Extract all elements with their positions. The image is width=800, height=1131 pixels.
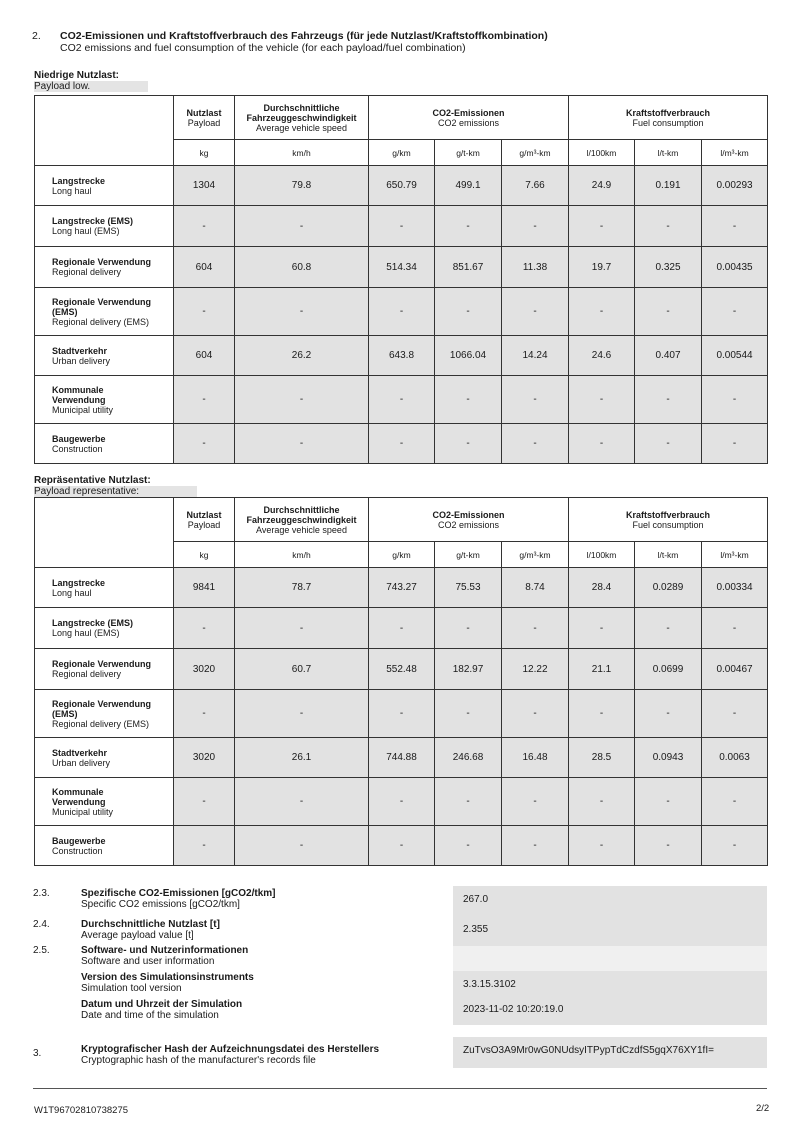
col-header-speed: Durchschnittliche Fahrzeuggeschwindigkeit Average vehicle speed bbox=[235, 498, 369, 542]
table-cell: - bbox=[502, 826, 569, 866]
page-number: 2/2 bbox=[756, 1103, 770, 1114]
table-cell: - bbox=[702, 826, 768, 866]
table-cell: - bbox=[702, 690, 768, 738]
table-cell: - bbox=[635, 424, 702, 464]
table-row bbox=[35, 247, 768, 288]
unit-cell: l/t-km bbox=[635, 140, 702, 166]
info-number: 2.4. bbox=[33, 919, 50, 930]
row-label bbox=[35, 568, 174, 608]
col-header-payload: Nutzlast Payload bbox=[174, 498, 235, 542]
col-header-payload: Nutzlast Payload bbox=[174, 96, 235, 140]
unit-cell: g/km bbox=[369, 542, 435, 568]
section-title-de: CO2-Emissionen und Kraftstoffverbrauch des Fahrzeugs (für jede Nutzlast/Kraftstoffkombination) bbox=[60, 30, 548, 42]
table-cell: - bbox=[369, 424, 435, 464]
payload-low-table bbox=[34, 95, 768, 464]
table-cell: 744.88 bbox=[369, 738, 435, 778]
tool-version-label-de: Version des Simulationsinstruments bbox=[81, 972, 254, 983]
table-cell: - bbox=[435, 288, 502, 336]
table-cell: 19.7 bbox=[569, 247, 635, 288]
table-row bbox=[35, 166, 768, 206]
row-label-de: Stadtverkehr bbox=[52, 345, 108, 356]
table-cell: 26.1 bbox=[235, 738, 369, 778]
table-row bbox=[35, 206, 768, 247]
row-label-de2: (EMS) bbox=[52, 708, 78, 719]
software-info-blank bbox=[453, 946, 767, 971]
table-cell: 0.407 bbox=[635, 336, 702, 376]
table-cell: 643.8 bbox=[369, 336, 435, 376]
col-header-co2: CO2-Emissionen CO2 emissions bbox=[369, 96, 569, 140]
info-label-en: Software and user information bbox=[81, 956, 215, 967]
table-cell: - bbox=[635, 376, 702, 424]
payload-rep-title-en: Payload representative: bbox=[34, 486, 197, 497]
row-label-en: Regional delivery bbox=[52, 669, 122, 679]
payload-low-title bbox=[34, 70, 148, 92]
table-row bbox=[35, 336, 768, 376]
table-cell: - bbox=[702, 288, 768, 336]
table-cell: - bbox=[502, 778, 569, 826]
table-cell: 0.0699 bbox=[635, 649, 702, 690]
table-cell: 21.1 bbox=[569, 649, 635, 690]
table-cell: - bbox=[635, 608, 702, 649]
specific-co2-value: 267.0 bbox=[453, 886, 767, 916]
table-cell: - bbox=[502, 376, 569, 424]
table-cell: 1066.04 bbox=[435, 336, 502, 376]
table-row bbox=[35, 778, 768, 826]
table-cell: - bbox=[435, 376, 502, 424]
unit-cell: l/m³-km bbox=[702, 542, 768, 568]
unit-cell: g/t-km bbox=[435, 140, 502, 166]
average-payload-value: 2.355 bbox=[453, 916, 767, 946]
table-cell: 3020 bbox=[174, 738, 235, 778]
table-cell: 14.24 bbox=[502, 336, 569, 376]
row-label bbox=[35, 608, 174, 649]
row-label-en: Regional delivery (EMS) bbox=[52, 718, 150, 729]
table-row bbox=[35, 568, 768, 608]
info-label-de: Kryptografischer Hash der Aufzeichnungsdatei des Herstellers bbox=[81, 1044, 380, 1055]
hash-value: ZuTvsO3A9Mr0wG0NUdsyITPypTdCzdfS5gqX76XY1fI= bbox=[453, 1037, 767, 1068]
tool-version-label-en: Simulation tool version bbox=[81, 983, 182, 994]
row-label-de: Langstrecke (EMS) bbox=[52, 618, 134, 628]
table-cell: - bbox=[435, 608, 502, 649]
row-label bbox=[35, 376, 174, 424]
row-label bbox=[35, 247, 174, 288]
table-cell: - bbox=[174, 826, 235, 866]
table-cell: 9841 bbox=[174, 568, 235, 608]
sim-date-label-de: Datum und Uhrzeit der Simulation bbox=[81, 999, 243, 1010]
table-row bbox=[35, 376, 768, 424]
info-number: 3. bbox=[33, 1048, 42, 1059]
info-label-de: Spezifische CO2-Emissionen [gCO2/tkm] bbox=[81, 888, 276, 899]
table-cell: 0.00544 bbox=[702, 336, 768, 376]
info-number: 2.5. bbox=[33, 945, 50, 956]
table-row bbox=[35, 826, 768, 866]
payload-rep-title bbox=[34, 475, 197, 497]
unit-cell: km/h bbox=[235, 542, 369, 568]
row-label-de: Kommunale bbox=[52, 786, 104, 797]
unit-cell: g/m³-km bbox=[502, 542, 569, 568]
table-cell: - bbox=[569, 206, 635, 247]
table-cell: - bbox=[369, 206, 435, 247]
col-header-fuel: Kraftstoffverbrauch Fuel consumption bbox=[569, 96, 768, 140]
row-label-en: Long haul (EMS) bbox=[52, 226, 120, 236]
table-cell: - bbox=[502, 424, 569, 464]
unit-cell: km/h bbox=[235, 140, 369, 166]
table-cell: - bbox=[502, 206, 569, 247]
col-header-co2: CO2-Emissionen CO2 emissions bbox=[369, 498, 569, 542]
table-cell: - bbox=[435, 778, 502, 826]
table-row bbox=[35, 649, 768, 690]
table-cell: - bbox=[502, 608, 569, 649]
row-label-de: Regionale Verwendung bbox=[52, 659, 152, 669]
table-cell: 11.38 bbox=[502, 247, 569, 288]
row-label bbox=[35, 738, 174, 778]
table-cell: - bbox=[702, 376, 768, 424]
row-label-de: Regionale Verwendung bbox=[52, 296, 152, 307]
table-cell: - bbox=[235, 826, 369, 866]
row-label-de: Stadtverkehr bbox=[52, 747, 108, 758]
unit-cell: l/m³-km bbox=[702, 140, 768, 166]
table-cell: - bbox=[569, 778, 635, 826]
payload-low-title-de: Niedrige Nutzlast: bbox=[34, 70, 120, 81]
table-cell: - bbox=[635, 690, 702, 738]
table-cell: 0.0063 bbox=[702, 738, 768, 778]
row-label-en: Long haul (EMS) bbox=[52, 628, 120, 638]
table-cell: 0.00334 bbox=[702, 568, 768, 608]
corner-cell bbox=[35, 96, 174, 166]
table-cell: - bbox=[369, 288, 435, 336]
row-label-de2: Verwendung bbox=[52, 394, 106, 405]
table-cell: 78.7 bbox=[235, 568, 369, 608]
table-cell: 0.00435 bbox=[702, 247, 768, 288]
row-label-de: Kommunale bbox=[52, 384, 104, 395]
table-cell: - bbox=[235, 288, 369, 336]
section-title-en: CO2 emissions and fuel consumption of the vehicle (for each payload/fuel combination) bbox=[60, 42, 466, 54]
row-label bbox=[35, 166, 174, 206]
row-label-de: Regionale Verwendung bbox=[52, 257, 152, 267]
table-cell: 182.97 bbox=[435, 649, 502, 690]
row-label bbox=[35, 336, 174, 376]
table-cell: - bbox=[635, 778, 702, 826]
table-cell: - bbox=[569, 376, 635, 424]
row-label bbox=[35, 424, 174, 464]
unit-cell: kg bbox=[174, 140, 235, 166]
table-cell: 0.00293 bbox=[702, 166, 768, 206]
table-cell: - bbox=[369, 608, 435, 649]
table-row bbox=[35, 288, 768, 336]
table-cell: - bbox=[702, 608, 768, 649]
table-cell: - bbox=[635, 206, 702, 247]
table-row bbox=[35, 690, 768, 738]
table-cell: - bbox=[174, 608, 235, 649]
unit-cell: l/100km bbox=[569, 140, 635, 166]
table-cell: 552.48 bbox=[369, 649, 435, 690]
table-cell: 60.8 bbox=[235, 247, 369, 288]
row-label bbox=[35, 649, 174, 690]
table-cell: 12.22 bbox=[502, 649, 569, 690]
row-label-en: Municipal utility bbox=[52, 404, 114, 415]
table-cell: 79.8 bbox=[235, 166, 369, 206]
table-cell: - bbox=[702, 778, 768, 826]
table-cell: 604 bbox=[174, 336, 235, 376]
unit-cell: g/t-km bbox=[435, 542, 502, 568]
table-row bbox=[35, 738, 768, 778]
unit-cell: g/km bbox=[369, 140, 435, 166]
table-cell: - bbox=[174, 690, 235, 738]
table-cell: - bbox=[569, 826, 635, 866]
row-label bbox=[35, 288, 174, 336]
section-number: 2. bbox=[32, 30, 41, 42]
table-row bbox=[35, 608, 768, 649]
table-cell: - bbox=[569, 424, 635, 464]
row-label bbox=[35, 206, 174, 247]
table-cell: - bbox=[569, 288, 635, 336]
table-cell: - bbox=[235, 424, 369, 464]
corner-cell bbox=[35, 498, 174, 568]
unit-cell: l/100km bbox=[569, 542, 635, 568]
table-cell: 28.4 bbox=[569, 568, 635, 608]
table-cell: - bbox=[369, 376, 435, 424]
table-cell: - bbox=[235, 206, 369, 247]
table-cell: 499.1 bbox=[435, 166, 502, 206]
table-cell: 75.53 bbox=[435, 568, 502, 608]
table-cell: 3020 bbox=[174, 649, 235, 690]
table-cell: - bbox=[435, 826, 502, 866]
table-cell: - bbox=[235, 690, 369, 738]
row-label-en: Urban delivery bbox=[52, 355, 111, 366]
sim-date-value: 2023-11-02 10:20:19.0 bbox=[453, 998, 767, 1025]
table-cell: 16.48 bbox=[502, 738, 569, 778]
row-label bbox=[35, 826, 174, 866]
table-cell: 246.68 bbox=[435, 738, 502, 778]
table-cell: 743.27 bbox=[369, 568, 435, 608]
table-cell: - bbox=[174, 424, 235, 464]
table-cell: 650.79 bbox=[369, 166, 435, 206]
table-cell: - bbox=[569, 690, 635, 738]
table-cell: 604 bbox=[174, 247, 235, 288]
table-cell: - bbox=[174, 288, 235, 336]
table-cell: - bbox=[369, 690, 435, 738]
table-cell: 1304 bbox=[174, 166, 235, 206]
row-label-en: Municipal utility bbox=[52, 806, 114, 817]
table-cell: - bbox=[435, 424, 502, 464]
unit-cell: l/t-km bbox=[635, 542, 702, 568]
row-label-de: Langstrecke bbox=[52, 577, 106, 588]
table-cell: - bbox=[502, 690, 569, 738]
row-label-en: Construction bbox=[52, 845, 103, 856]
row-label-en: Long haul bbox=[52, 587, 92, 598]
table-cell: 851.67 bbox=[435, 247, 502, 288]
row-label-de2: (EMS) bbox=[52, 306, 78, 317]
table-row bbox=[35, 424, 768, 464]
table-cell: 24.6 bbox=[569, 336, 635, 376]
row-label-en: Regional delivery (EMS) bbox=[52, 316, 150, 327]
table-cell: - bbox=[369, 778, 435, 826]
row-label-de: Baugewerbe bbox=[52, 835, 106, 846]
table-cell: 60.7 bbox=[235, 649, 369, 690]
row-label-en: Urban delivery bbox=[52, 757, 111, 768]
payload-rep-title-de: Repräsentative Nutzlast: bbox=[34, 475, 151, 486]
info-label-de: Software- und Nutzerinformationen bbox=[81, 945, 249, 956]
table-cell: - bbox=[235, 376, 369, 424]
table-cell: - bbox=[635, 288, 702, 336]
table-cell: 0.0943 bbox=[635, 738, 702, 778]
table-cell: 0.00467 bbox=[702, 649, 768, 690]
table-cell: 24.9 bbox=[569, 166, 635, 206]
table-cell: - bbox=[174, 206, 235, 247]
table-cell: - bbox=[702, 424, 768, 464]
table-cell: 0.0289 bbox=[635, 568, 702, 608]
info-label-en: Average payload value [t] bbox=[81, 930, 194, 941]
info-label-en: Cryptographic hash of the manufacturer's records file bbox=[81, 1055, 316, 1066]
table-cell: - bbox=[569, 608, 635, 649]
table-cell: - bbox=[435, 690, 502, 738]
row-label-en: Long haul bbox=[52, 185, 92, 196]
row-label bbox=[35, 690, 174, 738]
table-cell: 26.2 bbox=[235, 336, 369, 376]
table-cell: 8.74 bbox=[502, 568, 569, 608]
payload-low-title-en: Payload low. bbox=[34, 81, 148, 92]
row-label-de: Langstrecke (EMS) bbox=[52, 216, 134, 226]
row-label-de: Regionale Verwendung bbox=[52, 698, 152, 709]
row-label-de2: Verwendung bbox=[52, 796, 106, 807]
col-header-fuel: Kraftstoffverbrauch Fuel consumption bbox=[569, 498, 768, 542]
table-cell: 28.5 bbox=[569, 738, 635, 778]
table-cell: 0.325 bbox=[635, 247, 702, 288]
info-label-en: Specific CO2 emissions [gCO2/tkm] bbox=[81, 899, 240, 910]
unit-cell: kg bbox=[174, 542, 235, 568]
footer-divider bbox=[33, 1088, 767, 1089]
unit-cell: g/m³-km bbox=[502, 140, 569, 166]
row-label bbox=[35, 778, 174, 826]
payload-rep-table bbox=[34, 497, 768, 866]
info-label-de: Durchschnittliche Nutzlast [t] bbox=[81, 919, 220, 930]
row-label-de: Langstrecke bbox=[52, 175, 106, 186]
table-cell: - bbox=[174, 778, 235, 826]
table-cell: - bbox=[702, 206, 768, 247]
info-number: 2.3. bbox=[33, 888, 50, 899]
document-id: W1T96702810738275 bbox=[34, 1105, 129, 1116]
table-cell: 7.66 bbox=[502, 166, 569, 206]
tool-version-value: 3.3.15.3102 bbox=[453, 971, 767, 998]
row-label-en: Regional delivery bbox=[52, 267, 122, 277]
col-header-speed: Durchschnittliche Fahrzeuggeschwindigkeit Average vehicle speed bbox=[235, 96, 369, 140]
sim-date-label-en: Date and time of the simulation bbox=[81, 1010, 219, 1021]
table-cell: - bbox=[235, 778, 369, 826]
row-label-de: Baugewerbe bbox=[52, 433, 106, 444]
row-label-en: Construction bbox=[52, 443, 103, 454]
table-cell: - bbox=[369, 826, 435, 866]
table-cell: 0.191 bbox=[635, 166, 702, 206]
table-cell: 514.34 bbox=[369, 247, 435, 288]
table-cell: - bbox=[435, 206, 502, 247]
table-cell: - bbox=[235, 608, 369, 649]
table-cell: - bbox=[174, 376, 235, 424]
table-cell: - bbox=[635, 826, 702, 866]
table-cell: - bbox=[502, 288, 569, 336]
